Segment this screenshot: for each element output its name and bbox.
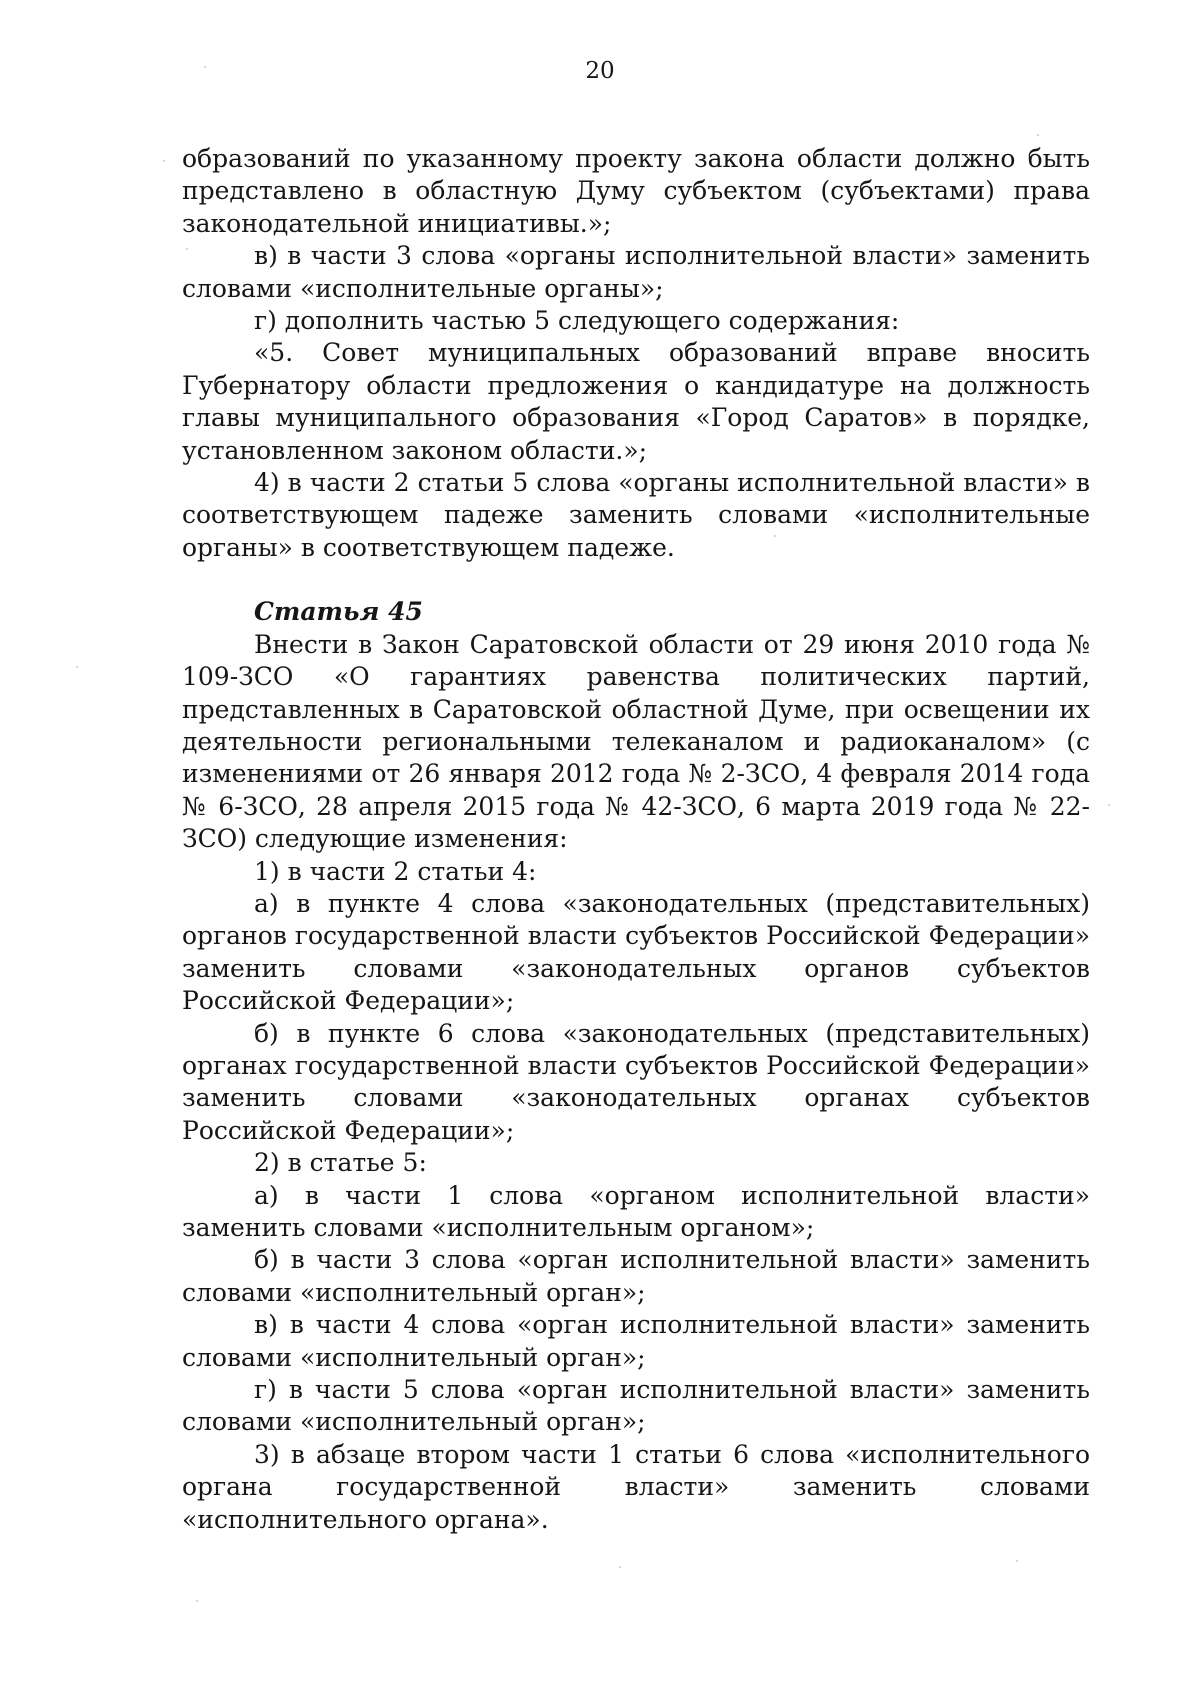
article-paragraph: а) в пункте 4 слова «законодательных (представительных) органов государственной власти субъектов Российской Федерации» заменить словами «законодательных органов субъектов Российской Федерации»; [182, 888, 1090, 1016]
paragraph: «5. Совет муниципальных образований вправе вносить Губернатору области предложения о кандидатуре на должность главы муниципального образования «Город Саратов» в порядке, установленном законом области.»; [182, 338, 1090, 465]
scan-speck [163, 160, 165, 162]
article-paragraph: Внести в Закон Саратовской области от 29 июня 2010 года № 109-ЗСО «О гарантиях равенства политических партий, представленных в Саратовской областной Думе, при освещении их деятельности региональными телеканалом и радиоканалом» (с изменениями от 26 января 2012 года № 2-ЗСО, 4 февраля 2014 года № 6-ЗСО, 28 апреля 2015 года № 42-ЗСО, 6 марта 2019 года № 22-ЗСО) следующие изменения: [182, 629, 1090, 854]
scan-speck [186, 248, 188, 250]
article-paragraph: в) в части 4 слова «орган исполнительной власти» заменить словами «исполнительный орган»; [182, 1310, 1090, 1372]
scan-speck [196, 1600, 198, 1602]
scan-speck [619, 1566, 621, 1568]
page-number: 20 [585, 58, 615, 84]
paragraph: г) дополнить частью 5 следующего содержания: [254, 306, 900, 336]
document-body [182, 143, 1090, 1536]
paragraph: в) в части 3 слова «органы исполнительной власти» заменить словами «исполнительные органы»; [182, 241, 1090, 303]
article-paragraph: 2) в статье 5: [254, 1148, 427, 1178]
article-paragraph: 1) в части 2 статьи 4: [254, 856, 537, 886]
scan-speck [1016, 1560, 1018, 1562]
article-paragraph: а) в части 1 слова «органом исполнительной власти» заменить словами «исполнительным органом»; [182, 1180, 1090, 1242]
paragraph: 4) в части 2 статьи 5 слова «органы исполнительной власти» в соответствующем падеже заменить словами «исполнительные органы» в соответствующем падеже. [182, 468, 1090, 562]
article-paragraph: 3) в абзаце втором части 1 статьи 6 слова «исполнительного органа государственной власти» заменить словами «исполнительного органа». [182, 1439, 1090, 1534]
article-paragraph: г) в части 5 слова «орган исполнительной власти» заменить словами «исполнительный орган»; [182, 1375, 1090, 1437]
scan-speck [1108, 804, 1110, 806]
scan-speck [204, 66, 206, 68]
article-paragraph: б) в пункте 6 слова «законодательных (представительных) органах государственной власти субъектов Российской Федерации» заменить словами «законодательных органах субъектов Российской Федерации»; [182, 1018, 1090, 1145]
scan-speck [76, 666, 78, 668]
scan-speck [1037, 134, 1039, 136]
scan-speck [774, 535, 776, 537]
article-heading: Статья 45 [254, 597, 423, 627]
paragraph: образований по указанному проекту закона области должно быть представлено в областную Думу субъектом (субъектами) права законодательной инициативы.»; [182, 144, 1090, 238]
article-paragraph: б) в части 3 слова «орган исполнительной власти» заменить словами «исполнительный орган»; [182, 1245, 1090, 1307]
